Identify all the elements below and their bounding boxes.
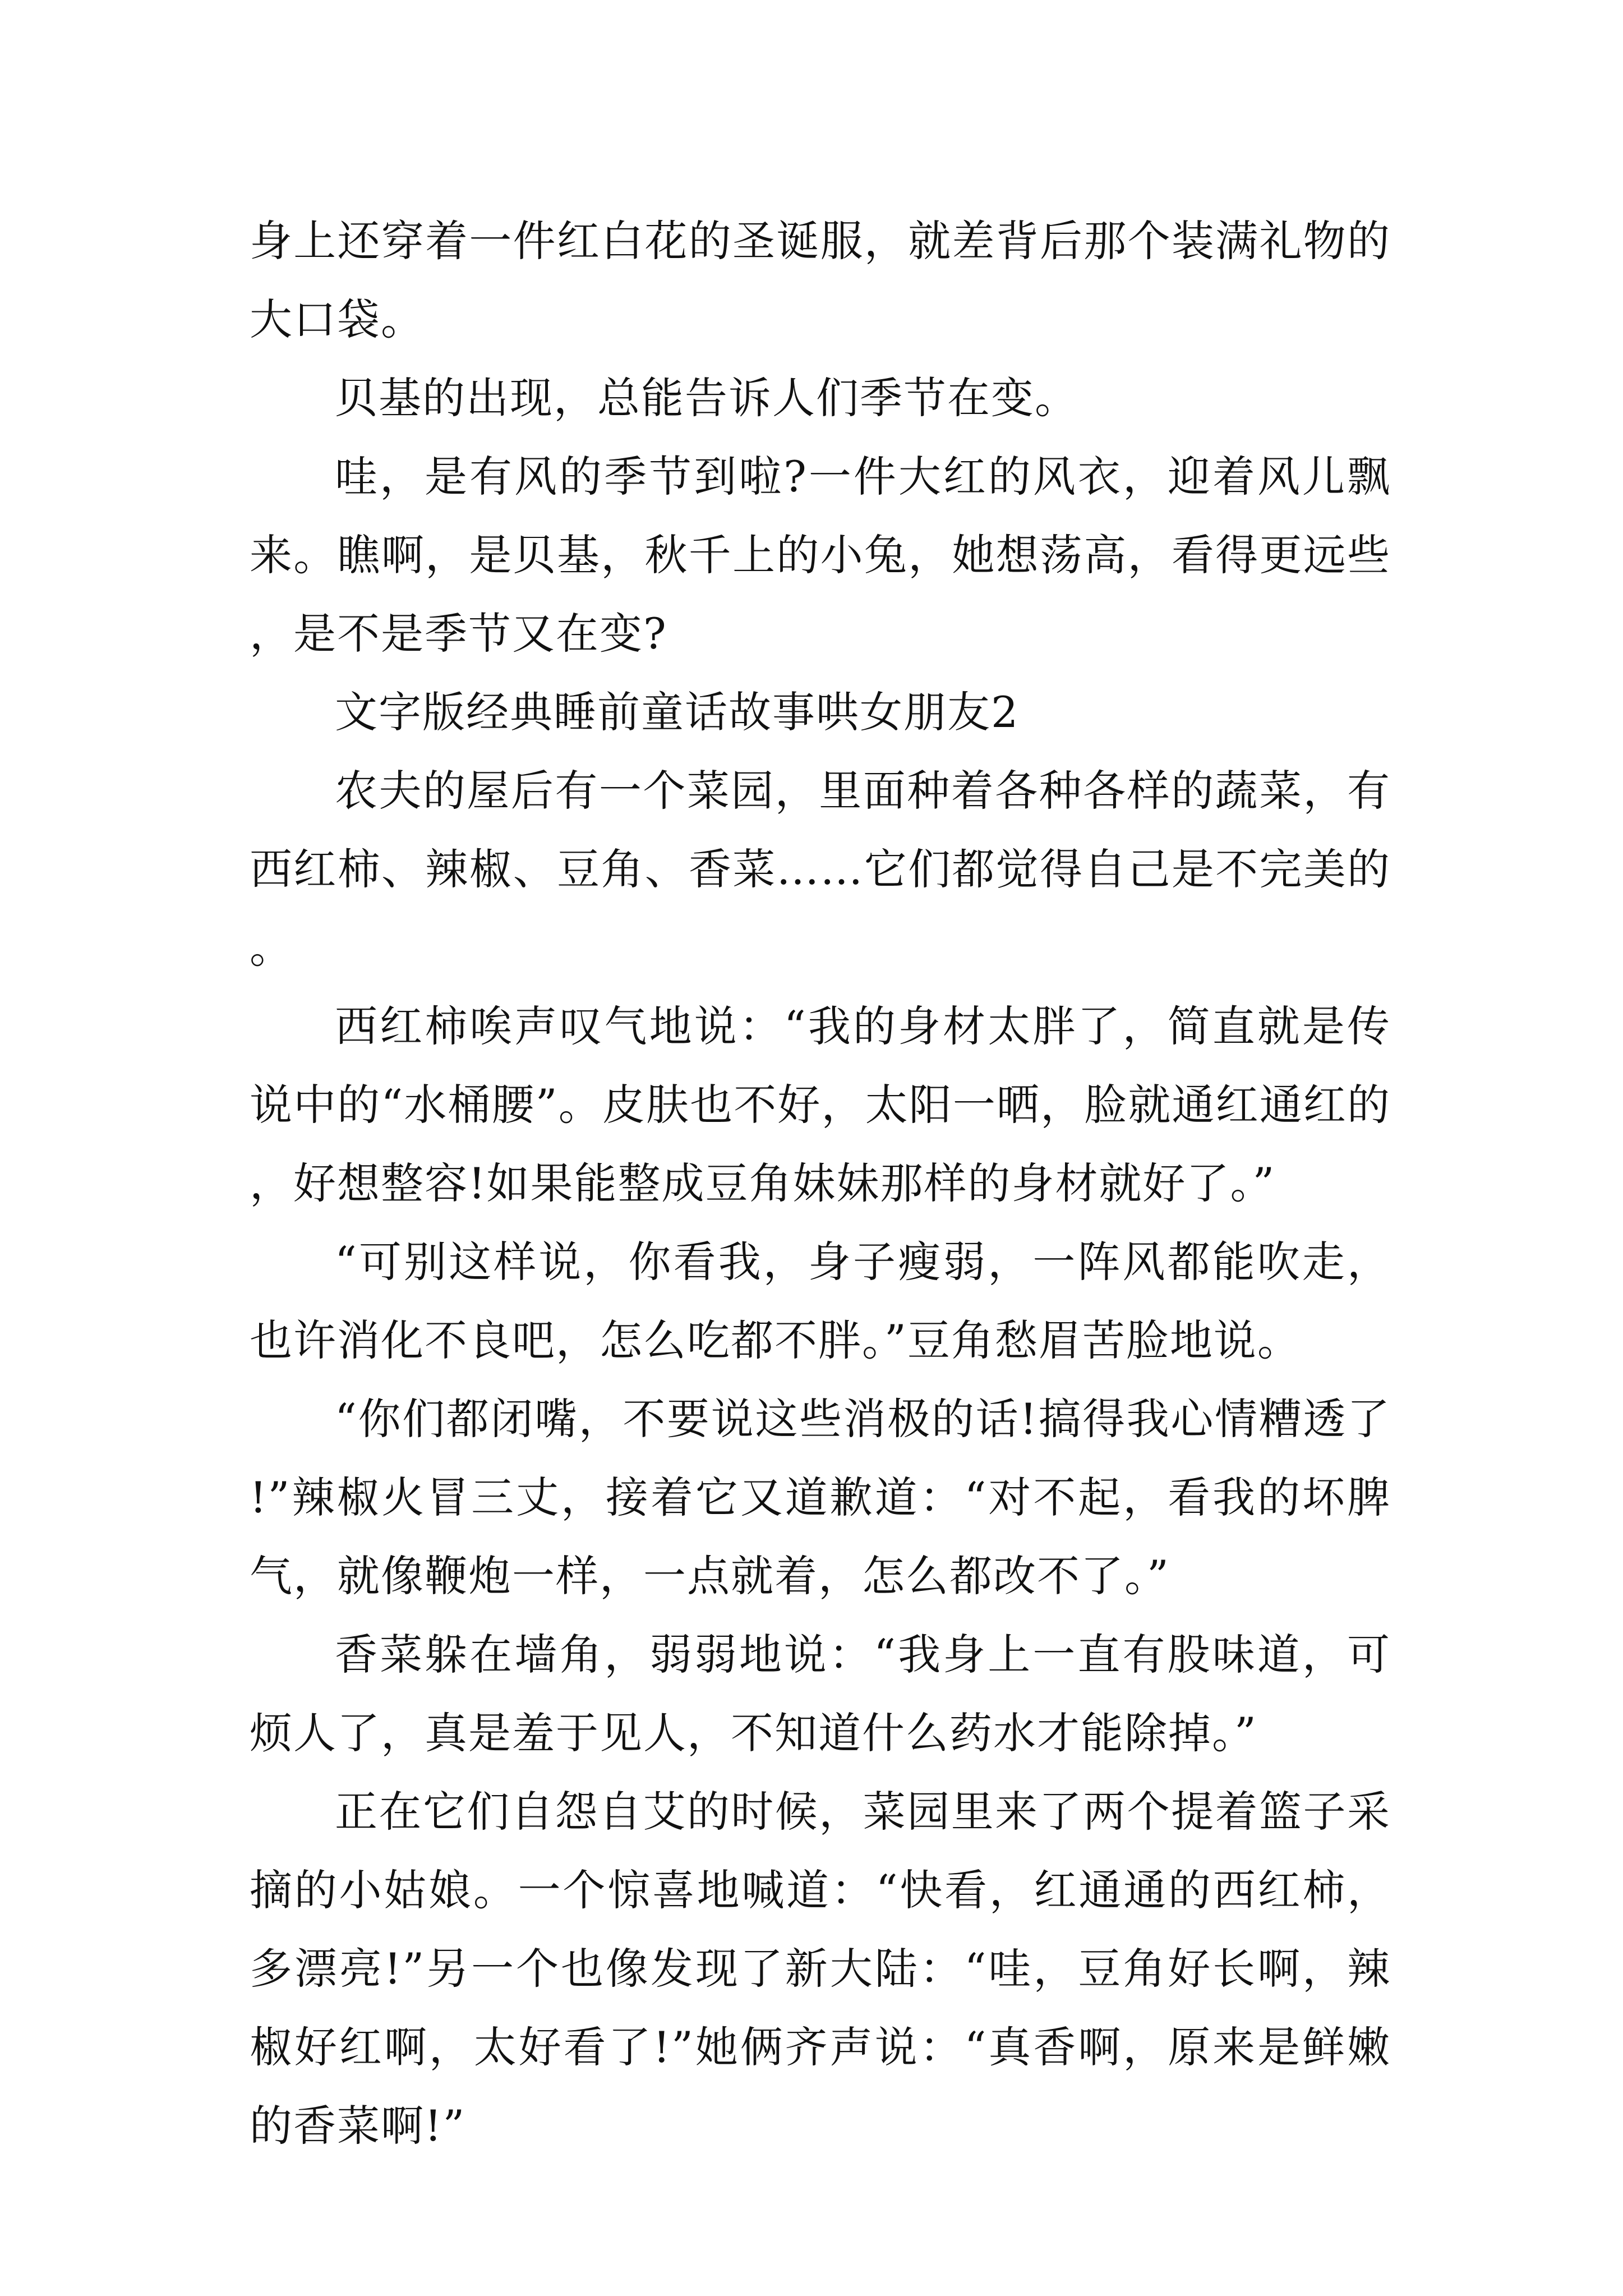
paragraph-7: “可别这样说，你看我，身子瘦弱，一阵风都能吹走，也许消化不良吧，怎么吃都不胖。”豆角愁眉苦脸地说。 [250, 1237, 1391, 1365]
paragraph-6: 西红柿唉声叹气地说：“我的身材太胖了，简直就是传说中的“水桶腰”。皮肤也不好，太阳一晒，脸就通红通红的，好想整容!如果能整成豆角妹妹那样的身材就好了。” [250, 1001, 1391, 1208]
paragraph-9: 香菜躲在墙角，弱弱地说：“我身上一直有股味道，可烦人了，真是羞于见人，不知道什么药水才能除掉。” [250, 1630, 1391, 1758]
paragraph-2: 贝基的出现，总能告诉人们季节在变。 [335, 373, 1078, 423]
story-heading: 文字版经典睡前童话故事哄女朋友2 [335, 687, 1020, 737]
paragraph-5: 农夫的屋后有一个菜园，里面种着各种各样的蔬菜，有西红柿、辣椒、豆角、香菜……它们都觉得自己是不完美的。 [250, 766, 1391, 973]
document-body [250, 202, 1391, 2165]
paragraph-1: 身上还穿着一件红白花的圣诞服，就差背后那个装满礼物的大口袋。 [250, 216, 1391, 344]
paragraph-8: “你们都闭嘴，不要说这些消极的话!搞得我心情糟透了!”辣椒火冒三丈，接着它又道歉道：“对不起，看我的坏脾气，就像鞭炮一样，一点就着，怎么都改不了。” [250, 1394, 1391, 1601]
paragraph-10: 正在它们自怨自艾的时候，菜园里来了两个提着篮子采摘的小姑娘。一个惊喜地喊道：“快看，红通通的西红柿，多漂亮!”另一个也像发现了新大陆：“哇，豆角好长啊，辣椒好红啊，太好看了!”她俩齐声说：“真香啊，原来是鲜嫩的香菜啊!” [250, 1787, 1391, 2151]
paragraph-3: 哇，是有风的季节到啦?一件大红的风衣，迎着风儿飘来。瞧啊，是贝基，秋千上的小兔，她想荡高，看得更远些，是不是季节又在变? [250, 452, 1391, 659]
